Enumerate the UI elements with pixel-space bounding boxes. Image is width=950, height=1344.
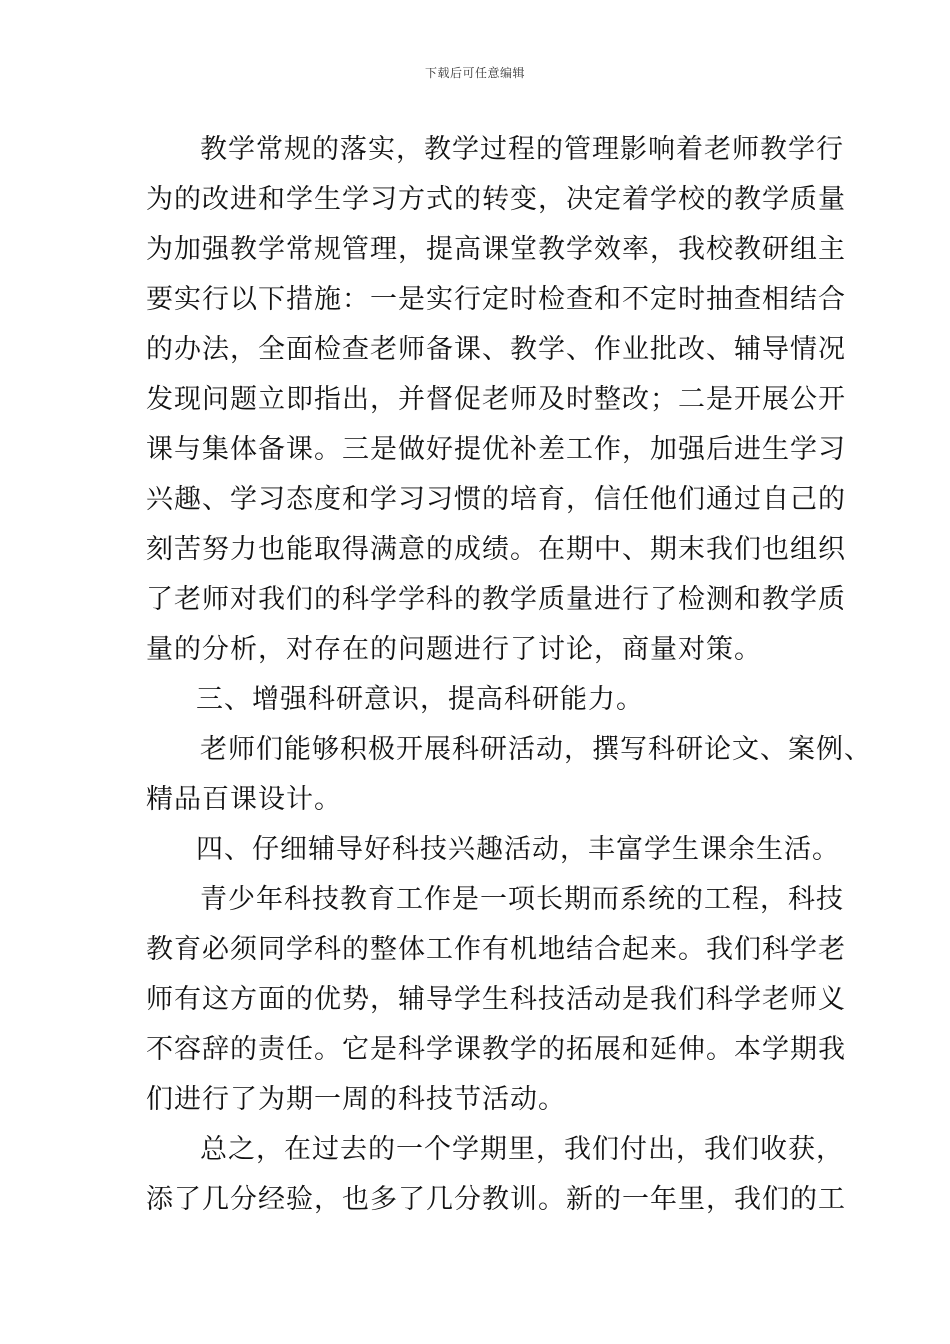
document-body [146, 125, 872, 1225]
page-header: 下载后可任意编辑 [424, 66, 525, 80]
paragraph-line: 的办法，全面检查老师备课、教学、作业批改、辅导情况 [146, 334, 846, 365]
paragraph-line: 兴趣、学习态度和学习习惯的培育，信任他们通过自己的 [146, 484, 846, 515]
paragraph-line: 们进行了为期一周的科技节活动。 [146, 1084, 566, 1115]
paragraph-line: 总之，在过去的一个学期里，我们付出，我们收获， [200, 1134, 844, 1165]
paragraph-line: 青少年科技教育工作是一项长期而系统的工程，科技 [200, 884, 844, 915]
paragraph-line: 发现问题立即指出，并督促老师及时整改；二是开展公开 [146, 384, 846, 415]
paragraph-line: 刻苦努力也能取得满意的成绩。在期中、期末我们也组织 [146, 534, 846, 565]
paragraph-line: 教学常规的落实，教学过程的管理影响着老师教学行 [200, 134, 844, 165]
paragraph-line: 了老师对我们的科学学科的教学质量进行了检测和教学质 [146, 584, 846, 615]
paragraph-line: 量的分析，对存在的问题进行了讨论，商量对策。 [146, 634, 762, 665]
paragraph-line: 添了几分经验，也多了几分教训。新的一年里，我们的工 [146, 1184, 846, 1215]
paragraph-line: 要实行以下措施：一是实行定时检查和不定时抽查相结合 [146, 284, 846, 315]
section-heading: 四、仔细辅导好科技兴趣活动，丰富学生课余生活。 [196, 834, 840, 865]
paragraph-line: 老师们能够积极开展科研活动，撰写科研论文、案例、 [200, 734, 872, 765]
paragraph-line: 精品百课设计。 [146, 784, 342, 815]
paragraph-line: 教育必须同学科的整体工作有机地结合起来。我们科学老 [146, 934, 846, 965]
paragraph-line: 师有这方面的优势，辅导学生科技活动是我们科学老师义 [146, 984, 846, 1015]
paragraph-line: 课与集体备课。三是做好提优补差工作，加强后进生学习 [146, 434, 846, 465]
paragraph-line: 为加强教学常规管理，提高课堂教学效率，我校教研组主 [146, 234, 846, 265]
paragraph-line: 为的改进和学生学习方式的转变，决定着学校的教学质量 [146, 184, 846, 215]
section-heading: 三、增强科研意识，提高科研能力。 [196, 684, 644, 715]
paragraph-line: 不容辞的责任。它是科学课教学的拓展和延伸。本学期我 [146, 1034, 846, 1065]
